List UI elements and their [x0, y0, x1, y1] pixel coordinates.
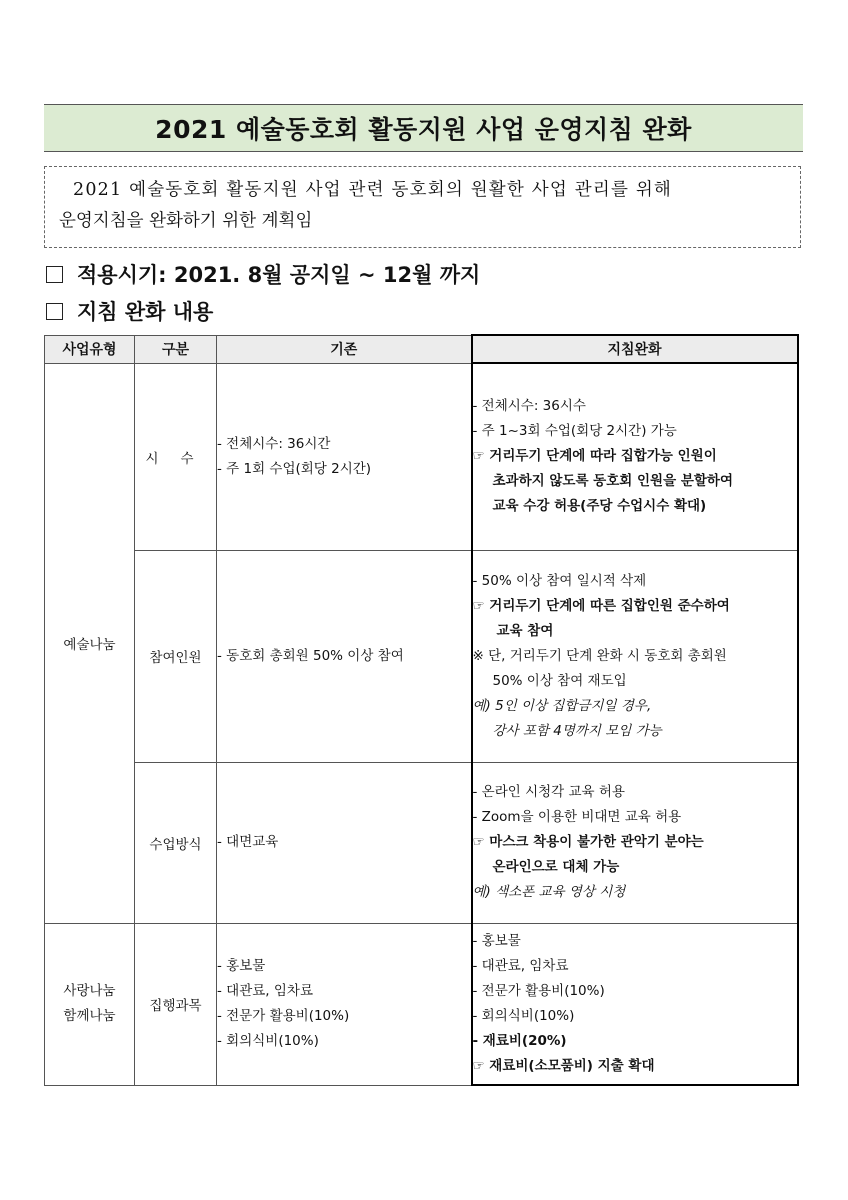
after-line: 예) 색소폰 교육 영상 시청	[472, 884, 626, 900]
before-line: - 전문가 활용비(10%)	[217, 1008, 350, 1024]
intro-line-2: 운영지침을 완화하기 위한 계획임	[59, 211, 313, 231]
category-cell: 집행과목	[135, 923, 217, 1085]
after-line: - 재료비(20%)	[472, 1032, 567, 1049]
table-row	[45, 923, 798, 1085]
category-cell: 참여인원	[135, 550, 217, 762]
after-line: 예) 5인 이상 집합금지일 경우,	[472, 697, 652, 714]
intro-box	[44, 166, 801, 248]
checkbox-square-icon	[46, 303, 63, 320]
type-cell-love-together	[45, 923, 135, 1085]
after-line: - 온라인 시청각 교육 허용	[472, 784, 625, 800]
section-heading-content	[46, 296, 213, 326]
after-line: - Zoom을 이용한 비대면 교육 허용	[472, 809, 682, 825]
after-line: - 전문가 활용비(10%)	[472, 982, 605, 999]
after-line: ☞ 마스크 착용이 불가한 관악기 분야는	[472, 834, 704, 850]
checkbox-square-icon	[46, 266, 63, 283]
before-cell	[217, 762, 472, 923]
intro-line-1: 2021 예술동호회 활동지원 사업 관련 동호회의 원활한 사업 관리를 위해	[73, 180, 673, 200]
after-line: 강사 포함 4명까지 모임 가능	[492, 722, 662, 739]
after-cell	[472, 363, 798, 550]
after-line: - 대관료, 임차료	[472, 957, 569, 974]
document-title: 2021 예술동호회 활동지원 사업 운영지침 완화	[44, 104, 803, 152]
type-cell-art-sharing: 예술나눔	[45, 363, 135, 923]
table-row	[45, 363, 798, 550]
before-line: - 대면교육	[217, 834, 279, 850]
type-line: 함께나눔	[63, 1008, 116, 1024]
after-line: 50% 이상 참여 재도입	[492, 672, 627, 689]
before-cell	[217, 363, 472, 550]
after-line: ※ 단, 거리두기 단계 완화 시 동호회 총회원	[472, 647, 727, 664]
after-line: - 50% 이상 참여 일시적 삭제	[472, 572, 647, 589]
table-row	[45, 762, 798, 923]
before-line: - 회의식비(10%)	[217, 1033, 319, 1049]
after-line: ☞ 거리두기 단계에 따라 집합가능 인원이	[472, 448, 717, 465]
category-label: 시수	[145, 450, 216, 467]
after-line: ☞ 거리두기 단계에 따른 집합인원 준수하여	[472, 597, 730, 614]
type-line: 사랑나눔	[63, 983, 116, 999]
after-line: 교육 참여	[496, 622, 554, 639]
table-row	[45, 550, 798, 762]
header-type: 사업유형	[45, 335, 135, 363]
after-cell	[472, 550, 798, 762]
before-cell	[217, 550, 472, 762]
after-line: - 회의식비(10%)	[472, 1007, 575, 1024]
before-line: - 동호회 총회원 50% 이상 참여	[217, 647, 404, 664]
before-line: - 대관료, 임차료	[217, 983, 313, 999]
after-line: 온라인으로 대체 가능	[492, 859, 620, 875]
before-line: - 전체시수: 36시간	[217, 435, 331, 452]
table-header-row	[45, 335, 798, 363]
section-heading-period-text: 적용시기: 2021. 8월 공지일 ~ 12월 까지	[77, 263, 481, 287]
after-cell	[472, 923, 798, 1085]
after-line: 교육 수강 허용(주당 수업시수 확대)	[492, 498, 707, 515]
header-category: 구분	[135, 335, 217, 363]
before-cell	[217, 923, 472, 1085]
after-line: - 주 1~3회 수업(회당 2시간) 가능	[472, 423, 677, 440]
header-after: 지침완화	[472, 335, 798, 363]
category-cell: 수업방식	[135, 762, 217, 923]
guideline-table	[44, 334, 799, 1086]
before-line: - 홍보물	[217, 958, 266, 974]
section-heading-period	[46, 259, 480, 289]
after-line: - 홍보물	[472, 932, 521, 949]
before-line: - 주 1회 수업(회당 2시간)	[217, 460, 372, 477]
after-line: ☞ 재료비(소모품비) 지출 확대	[472, 1057, 655, 1074]
category-cell	[135, 363, 217, 550]
after-line: 초과하지 않도록 동호회 인원을 분할하여	[492, 473, 733, 490]
header-before: 기존	[217, 335, 472, 363]
after-cell	[472, 762, 798, 923]
after-line: - 전체시수: 36시수	[472, 398, 586, 415]
section-heading-content-text: 지침 완화 내용	[77, 300, 214, 324]
